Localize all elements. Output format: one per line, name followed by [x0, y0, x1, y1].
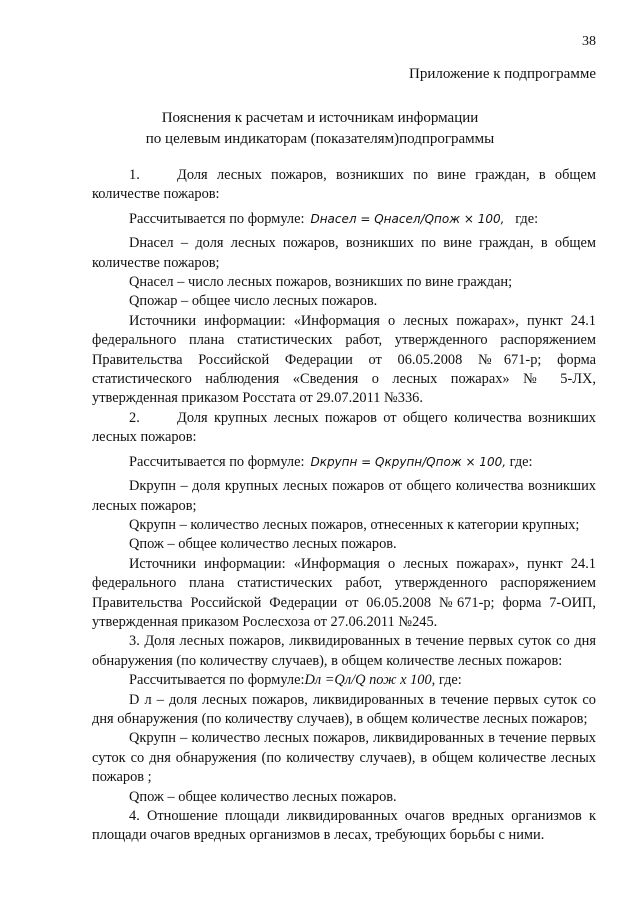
item-2-formula-line	[92, 448, 596, 477]
item-1-where: где:	[515, 210, 539, 227]
item-3-d-def: D л – доля лесных пожаров, ликвидированных в течение первых суток со дня обнаружения (по количеству случаев), в общем количестве лесных пожаров;	[92, 691, 596, 727]
item-2-d-def: Dкрупн – доля крупных лесных пожаров от общего количества возникших лесных пожаров;	[92, 478, 596, 514]
item-3-heading: 3. Доля лесных пожаров, ликвидированных в течение первых суток со дня обнаружения (по количеству случаев), в общем количестве лесных пожаров:	[92, 633, 596, 669]
item-2-q2-def: Qпож – общее количество лесных пожаров.	[129, 536, 397, 553]
item-2-calc-label: Рассчитывается по формуле:	[129, 453, 305, 470]
item-1-d-def: Dнасел – доля лесных пожаров, возникших по вине граждан, в общем количестве пожаров;	[92, 235, 596, 271]
item-3-where: где:	[438, 672, 462, 689]
item-2-where: где:	[509, 453, 533, 470]
item-4-heading: 4. Отношение площади ликвидированных очагов вредных организмов к площади очагов вредных организмов в лесах, требующих борьбы с ними.	[92, 808, 596, 844]
item-3-formula: Dл =Qл/Q пож х 100,	[304, 672, 436, 689]
item-1-text: Доля лесных пожаров, возникших по вине граждан, в общем количестве пожаров:	[92, 167, 596, 203]
item-1-calc-label: Рассчитывается по формуле:	[129, 210, 305, 227]
item-1-heading	[92, 166, 596, 205]
item-2-sources: Источники информации: «Информация о лесных пожарах», пункт 24.1 федерального плана статистических работ, утвержденного распоряжением Правительства Российской Федерации от 06.05.2008 №671-р; форма 7-ОИП, утвержденная приказом Рослесхоза от 27.06.2011 №245.	[92, 555, 596, 630]
title-line-1: Пояснения к расчетам и источникам информации	[161, 110, 479, 126]
item-3-q2-def: Qпож – общее количество лесных пожаров.	[129, 788, 397, 805]
item-2-text: Доля крупных лесных пожаров от общего количества возникших лесных пожаров:	[92, 409, 596, 446]
item-2-formula: Dкрупн = Qкрупн/Qпож × 100,	[310, 454, 507, 469]
appendix-label: Приложение к подпрограмме	[408, 66, 596, 82]
item-1-q1-def: Qнасел – число лесных пожаров, возникших по вине граждан;	[129, 274, 513, 291]
item-1-number: 1.	[129, 167, 140, 183]
document-body	[92, 166, 596, 846]
item-1-q2-def: Qпожар – общее число лесных пожаров.	[129, 293, 378, 310]
item-3-calc-label: Рассчитывается по формуле:	[129, 672, 305, 689]
item-1-formula: Dнасел = Qнасел/Qпож × 100,	[310, 211, 505, 226]
item-3-q1-def: Qкрупн – количество лесных пожаров, ликвидированных в течение первых суток со дня обнаружения (по количеству случаев), в общем количестве лесных пожаров ;	[92, 730, 596, 786]
item-1-formula-line	[92, 205, 596, 234]
item-2-number: 2.	[129, 409, 140, 426]
item-2-q1-def: Qкрупн – количество лесных пожаров, отнесенных к категории крупных;	[129, 516, 580, 533]
document-title	[0, 108, 640, 150]
item-3-formula-line	[92, 671, 596, 690]
page-number: 38	[582, 34, 596, 49]
item-2-heading	[92, 409, 596, 448]
item-1-sources: Источники информации: «Информация о лесных пожарах», пункт 24.1 федерального плана статистических работ, утвержденного распоряжением Правительства Российской Федерации от 06.05.2008 №671-р; форма статистического наблюдения «Сведения о лесных пожарах» № 5-ЛХ, утвержденная приказом Росстата от 29.07.2011 №336.	[92, 312, 596, 407]
title-line-2: по целевым индикаторам (показателям)подпрограммы	[145, 131, 495, 147]
